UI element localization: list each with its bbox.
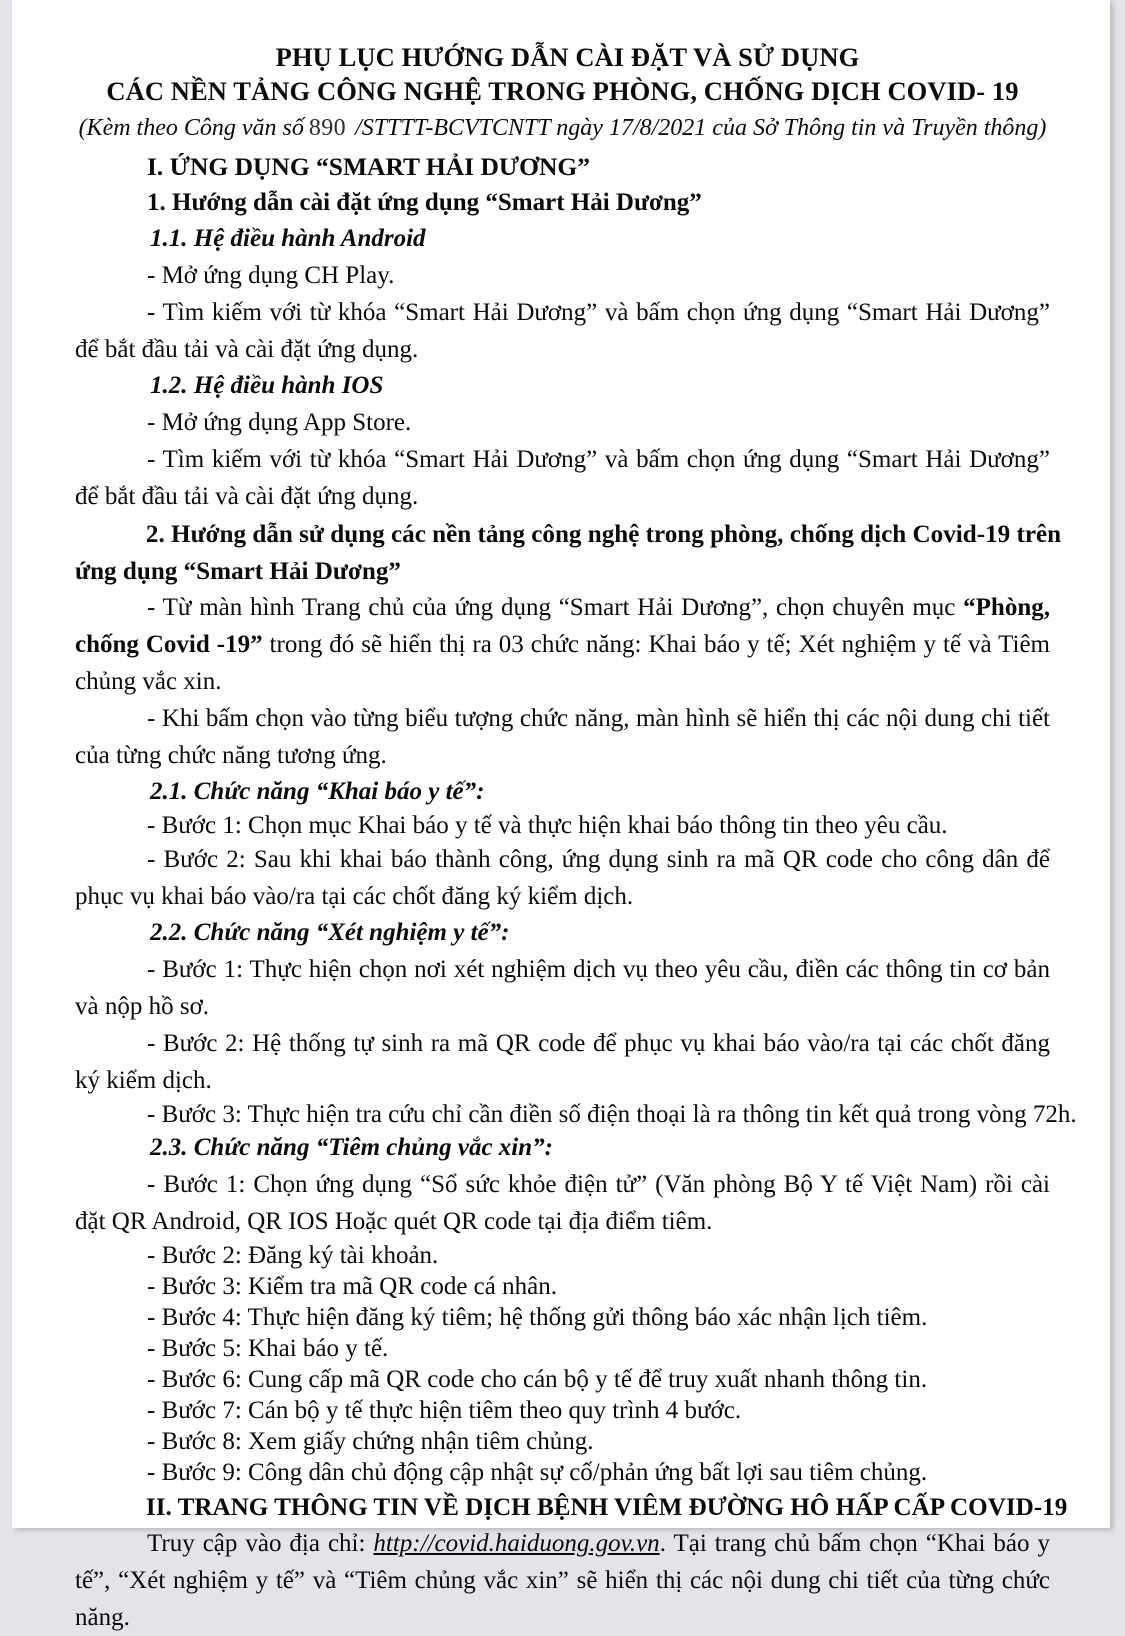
document-number-stamp: 890 (308, 115, 347, 141)
xet-nghiem-step-1: - Bước 1: Thực hiện chọn nơi xét nghiệm dịch vụ theo yêu cầu, điền các thông tin cơ bản và nộp hồ sơ. (75, 956, 1050, 1020)
covid-portal-link[interactable]: http://covid.haiduong.gov.vn (373, 1530, 660, 1557)
usage-intro-paragraph (75, 589, 1050, 700)
tiem-chung-step-3: - Bước 3: Kiểm tra mã QR code cá nhân. (147, 1273, 557, 1300)
section-2-text-before-url: Truy cập vào địa chỉ: (147, 1530, 374, 1557)
tiem-chung-step-9: - Bước 9: Công dân chủ động cập nhật sự cố/phản ứng bất lợi sau tiêm chủng. (147, 1459, 928, 1486)
heading-section-1-2-line-2: ứng dụng “Smart Hải Dương” (75, 556, 401, 585)
document-title-line-1: PHỤ LỤC HƯỚNG DẪN CÀI ĐẶT VÀ SỬ DỤNG (275, 42, 860, 72)
heading-section-1-1-2-ios: 1.2. Hệ điều hành IOS (150, 372, 384, 399)
heading-section-1-1-1-android: 1.1. Hệ điều hành Android (150, 225, 426, 252)
heading-section-1-2-line-1: 2. Hướng dẫn sử dụng các nền tảng công nghệ trong phòng, chống dịch Covid-19 trên (145, 519, 1062, 548)
khai-bao-step-2: - Bước 2: Sau khi khai báo thành công, ứng dụng sinh ra mã QR code cho công dân để phục vụ khai báo vào/ra tại các chốt đăng ký kiểm dịch. (75, 846, 1050, 910)
document-title-line-2: CÁC NỀN TẢNG CÔNG NGHỆ TRONG PHÒNG, CHỐNG DỊCH COVID- 19 (106, 76, 1019, 106)
section-2-paragraph (75, 1525, 1050, 1636)
tiem-chung-step-8: - Bước 8: Xem giấy chứng nhận tiêm chủng. (147, 1428, 594, 1455)
document-page (12, 0, 1110, 1631)
ios-step-search-install: - Tìm kiếm với từ khóa “Smart Hải Dương” và bấm chọn ứng dụng “Smart Hải Dương” để bắt đầu tải và cài đặt ứng dụng. (75, 446, 1050, 510)
usage-intro-bold-phrase: “Phòng, chống Covid -19” (75, 594, 1050, 658)
usage-intro-part-b: trong đó sẽ hiển thị ra 03 chức năng: Khai báo y tế; Xét nghiệm y tế và Tiêm chủng vắc xin. (75, 631, 1050, 695)
khai-bao-step-1: - Bước 1: Chọn mục Khai báo y tế và thực hiện khai báo thông tin theo yêu cầu. (147, 812, 948, 839)
tiem-chung-step-4: - Bước 4: Thực hiện đăng ký tiêm; hệ thống gửi thông báo xác nhận lịch tiêm. (147, 1304, 928, 1331)
section-2-text-after-url: . Tại trang chủ bấm chọn “Khai báo y tế”, “Xét nghiệm y tế” và “Tiêm chủng vắc xin” sẽ hiển thị các nội dung chi tiết của từng chức năng. (75, 1530, 1050, 1631)
heading-section-1-1: 1. Hướng dẫn cài đặt ứng dụng “Smart Hải Dương” (147, 189, 702, 216)
heading-section-2-3-tiem-chung-vac-xin: 2.3. Chức năng “Tiêm chủng vắc xin”: (150, 1134, 553, 1161)
usage-detail-paragraph: - Khi bấm chọn vào từng biểu tượng chức năng, màn hình sẽ hiển thị các nội dung chi tiết của từng chức năng tương ứng. (75, 705, 1050, 769)
xet-nghiem-step-2: - Bước 2: Hệ thống tự sinh ra mã QR code để phục vụ khai báo vào/ra tại các chốt đăng ký kiểm dịch. (75, 1030, 1050, 1094)
tiem-chung-step-6: - Bước 6: Cung cấp mã QR code cho cán bộ y tế để truy xuất nhanh thông tin. (147, 1366, 928, 1393)
heading-section-2-1-khai-bao-y-te: 2.1. Chức năng “Khai báo y tế”: (150, 778, 485, 805)
subtitle-suffix: /STTTT-BCVTCNTT ngày 17/8/2021 của Sở Thông tin và Truyền thông) (355, 115, 1047, 141)
ios-step-open-appstore: - Mở ứng dụng App Store. (147, 409, 412, 436)
xet-nghiem-step-3: - Bước 3: Thực hiện tra cứu chỉ cần điền số điện thoại là ra thông tin kết quả trong vòng 72h. (147, 1101, 1077, 1128)
document-subtitle (75, 110, 1050, 146)
document-body (75, 40, 1077, 1636)
heading-section-1: I. ỨNG DỤNG “SMART HẢI DƯƠNG” (147, 152, 591, 181)
page-inner (12, 0, 1110, 1631)
android-step-open-chplay: - Mở ứng dụng CH Play. (147, 262, 395, 289)
usage-intro-part-a: - Từ màn hình Trang chủ của ứng dụng “Smart Hải Dương”, chọn chuyên mục (147, 594, 964, 621)
heading-section-2: II. TRANG THÔNG TIN VỀ DỊCH BỆNH VIÊM ĐƯỜNG HÔ HẤP CẤP COVID-19 (145, 1492, 1068, 1521)
heading-section-2-2-xet-nghiem-y-te: 2.2. Chức năng “Xét nghiệm y tế”: (150, 919, 510, 946)
tiem-chung-step-5: - Bước 5: Khai báo y tế. (147, 1335, 389, 1362)
android-step-search-install: - Tìm kiếm với từ khóa “Smart Hải Dương” và bấm chọn ứng dụng “Smart Hải Dương” để bắt đầu tải và cài đặt ứng dụng. (75, 299, 1050, 363)
tiem-chung-step-1: - Bước 1: Chọn ứng dụng “Sổ sức khỏe điện tử” (Văn phòng Bộ Y tế Việt Nam) rồi cài đặt QR Android, QR IOS Hoặc quét QR code tại địa điểm tiêm. (75, 1171, 1050, 1235)
tiem-chung-step-7: - Bước 7: Cán bộ y tế thực hiện tiêm theo quy trình 4 bước. (147, 1397, 742, 1424)
subtitle-prefix: (Kèm theo Công văn số (78, 115, 304, 141)
tiem-chung-step-2: - Bước 2: Đăng ký tài khoản. (147, 1242, 439, 1269)
